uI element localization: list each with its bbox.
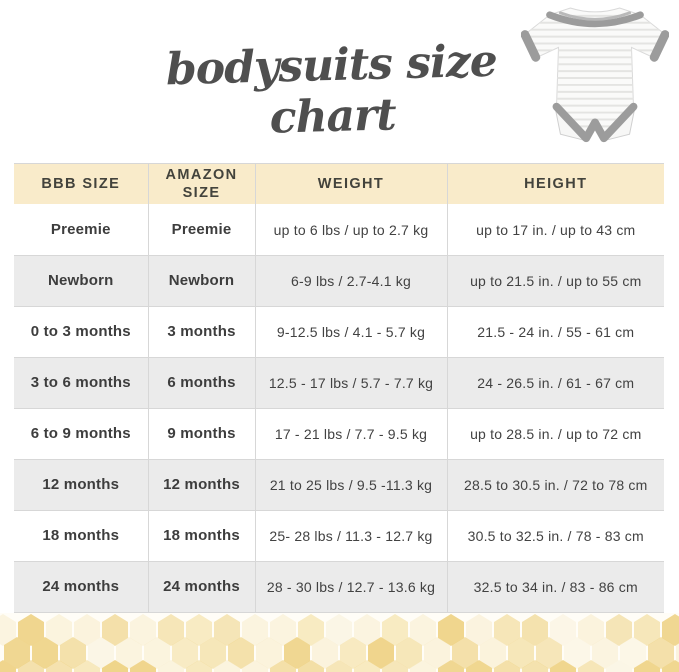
measure-cell: up to 17 in. / up to 43 cm [447, 204, 664, 255]
measure-cell: up to 6 lbs / up to 2.7 kg [255, 204, 447, 255]
measure-cell: 9-12.5 lbs / 4.1 - 5.7 kg [255, 306, 447, 357]
measure-cell: 12.5 - 17 lbs / 5.7 - 7.7 kg [255, 357, 447, 408]
column-header: AMAZON SIZE [148, 164, 255, 205]
table-body [14, 204, 664, 612]
measure-cell: 28.5 to 30.5 in. / 72 to 78 cm [447, 459, 664, 510]
column-header: WEIGHT [255, 164, 447, 205]
measure-cell: 32.5 to 34 in. / 83 - 86 cm [447, 561, 664, 612]
measure-cell: 21.5 - 24 in. / 55 - 61 cm [447, 306, 664, 357]
size-cell: 12 months [148, 459, 255, 510]
size-cell: 24 months [148, 561, 255, 612]
honeycomb-decoration [0, 613, 679, 672]
size-cell: 6 to 9 months [14, 408, 148, 459]
measure-cell: 6-9 lbs / 2.7-4.1 kg [255, 255, 447, 306]
measure-cell: up to 28.5 in. / up to 72 cm [447, 408, 664, 459]
size-cell: 3 months [148, 306, 255, 357]
measure-cell: 24 - 26.5 in. / 61 - 67 cm [447, 357, 664, 408]
size-cell: 12 months [14, 459, 148, 510]
size-cell: Newborn [148, 255, 255, 306]
table-row [14, 459, 664, 510]
table-row [14, 306, 664, 357]
table-row [14, 204, 664, 255]
size-cell: Preemie [14, 204, 148, 255]
table-header [14, 164, 664, 205]
size-cell: Newborn [14, 255, 148, 306]
page-title: bodysuits size chart [165, 35, 498, 144]
size-chart-table [14, 163, 664, 613]
table-row [14, 408, 664, 459]
column-header: BBB SIZE [14, 164, 148, 205]
size-cell: 3 to 6 months [14, 357, 148, 408]
table-row [14, 561, 664, 612]
measure-cell: 25- 28 lbs / 11.3 - 12.7 kg [255, 510, 447, 561]
table-row [14, 510, 664, 561]
size-cell: 18 months [14, 510, 148, 561]
measure-cell: 28 - 30 lbs / 12.7 - 13.6 kg [255, 561, 447, 612]
table-row [14, 357, 664, 408]
measure-cell: 30.5 to 32.5 in. / 78 - 83 cm [447, 510, 664, 561]
bodysuit-product-photo [521, 2, 669, 158]
measure-cell: up to 21.5 in. / up to 55 cm [447, 255, 664, 306]
size-cell: 18 months [148, 510, 255, 561]
table-row [14, 255, 664, 306]
size-cell: 24 months [14, 561, 148, 612]
column-header: HEIGHT [447, 164, 664, 205]
size-cell: Preemie [148, 204, 255, 255]
bodysuit-icon [521, 2, 669, 158]
header-row [14, 164, 664, 205]
size-cell: 6 months [148, 357, 255, 408]
measure-cell: 21 to 25 lbs / 9.5 -11.3 kg [255, 459, 447, 510]
measure-cell: 17 - 21 lbs / 7.7 - 9.5 kg [255, 408, 447, 459]
size-cell: 9 months [148, 408, 255, 459]
size-cell: 0 to 3 months [14, 306, 148, 357]
